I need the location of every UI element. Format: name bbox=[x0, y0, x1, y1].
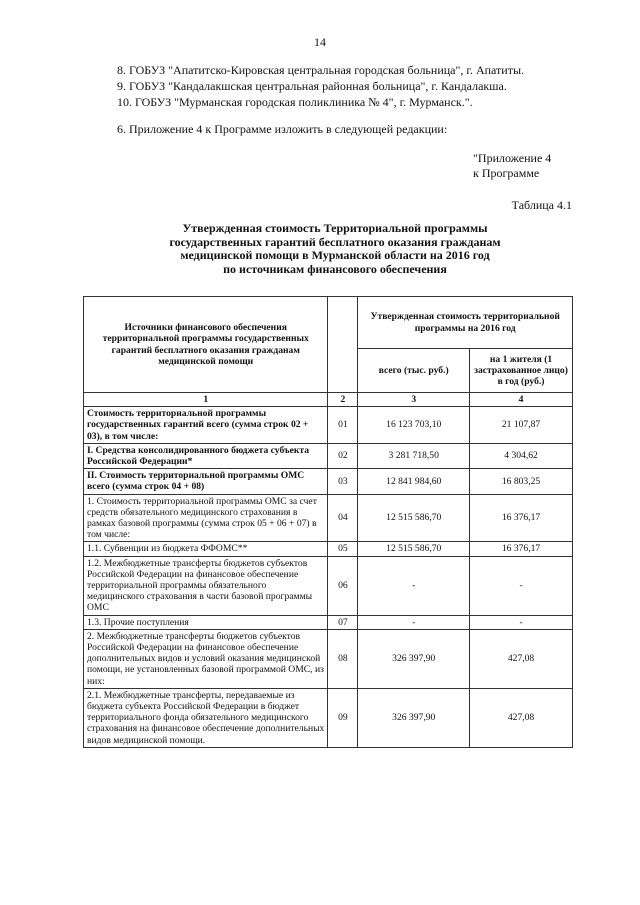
header-code bbox=[328, 297, 358, 393]
row-per-capita: 21 107,87 bbox=[470, 407, 573, 444]
table-row bbox=[84, 494, 573, 542]
row-name: 2. Межбюджетные трансферты бюджетов субъектов Российской Федерации на финансовое обеспечение дополнительных видов и условий оказания медицинской помощи, не установленных базовой программой ОМС, из них: bbox=[84, 629, 328, 688]
row-code: 05 bbox=[328, 542, 358, 556]
row-per-capita: 16 376,17 bbox=[470, 542, 573, 556]
row-total: 12 841 984,60 bbox=[358, 469, 470, 494]
list-item: 10. ГОБУЗ "Мурманская городская поликлиника № 4", г. Мурманск.". bbox=[117, 95, 473, 109]
row-total: 3 281 718,50 bbox=[358, 443, 470, 468]
document-title bbox=[100, 222, 570, 276]
row-name: I. Средства консолидированного бюджета субъекта Российской Федерации* bbox=[84, 443, 328, 468]
row-code: 06 bbox=[328, 556, 358, 615]
title-line: государственных гарантий бесплатного оказания гражданам bbox=[169, 234, 501, 249]
row-total: 12 515 586,70 bbox=[358, 542, 470, 556]
header-cost: Утвержденная стоимость территориальной программы на 2016 год bbox=[358, 297, 573, 349]
table-row bbox=[84, 629, 573, 688]
row-per-capita: 16 376,17 bbox=[470, 494, 573, 542]
row-name: 1. Стоимость территориальной программы ОМС за счет средств обязательного медицинского страхования в рамках базовой программы (сумма строк 05 + 06 + 07) в том числе: bbox=[84, 494, 328, 542]
row-name: 1.3. Прочие поступления bbox=[84, 615, 328, 629]
col-number: 4 bbox=[470, 393, 573, 407]
row-name: Стоимость территориальной программы государственных гарантий всего (сумма строк 02 + 03), в том числе: bbox=[84, 407, 328, 444]
row-per-capita: - bbox=[470, 615, 573, 629]
row-name: 1.2. Межбюджетные трансферты бюджетов субъектов Российской Федерации на финансовое обеспечение территориальной программы обязательного медицинского страхования в части базовой программы ОМС bbox=[84, 556, 328, 615]
row-name: 2.1. Межбюджетные трансферты, передаваемые из бюджета субъекта Российской Федерации в бюджет территориального фонда обязательного медицинского страхования на финансовое обеспечение дополнительных видов медицинской помощи. bbox=[84, 688, 328, 747]
row-total: 12 515 586,70 bbox=[358, 494, 470, 542]
table-row bbox=[84, 556, 573, 615]
row-code: 07 bbox=[328, 615, 358, 629]
appendix-label: "Приложение 4 bbox=[473, 151, 552, 165]
table-row bbox=[84, 443, 573, 468]
table-row bbox=[84, 615, 573, 629]
row-per-capita: 4 304,62 bbox=[470, 443, 573, 468]
row-total: 326 397,90 bbox=[358, 629, 470, 688]
row-code: 08 bbox=[328, 629, 358, 688]
list-item: 8. ГОБУЗ "Апатитско-Кировская центральная городская больница", г. Апатиты. bbox=[117, 63, 525, 77]
row-per-capita: - bbox=[470, 556, 573, 615]
row-total: - bbox=[358, 615, 470, 629]
row-total: - bbox=[358, 556, 470, 615]
row-code: 04 bbox=[328, 494, 358, 542]
table-row bbox=[84, 688, 573, 747]
cost-table bbox=[83, 296, 573, 748]
table-row bbox=[84, 407, 573, 444]
page-number: 14 bbox=[314, 35, 326, 49]
row-name: 1.1. Субвенции из бюджета ФФОМС** bbox=[84, 542, 328, 556]
row-code: 02 bbox=[328, 443, 358, 468]
row-total: 326 397,90 bbox=[358, 688, 470, 747]
row-per-capita: 16 803,25 bbox=[470, 469, 573, 494]
title-line: Утвержденная стоимость Территориальной программы bbox=[182, 221, 488, 235]
header-total: всего (тыс. руб.) bbox=[358, 349, 470, 393]
row-code: 09 bbox=[328, 688, 358, 747]
header-per-capita: на 1 жителя (1 застрахованное лицо) в год (руб.) bbox=[470, 349, 573, 393]
list-item: 9. ГОБУЗ "Кандалакшская центральная районная больница", г. Кандалакша. bbox=[117, 79, 507, 93]
row-per-capita: 427,08 bbox=[470, 629, 573, 688]
row-code: 03 bbox=[328, 469, 358, 494]
col-number: 1 bbox=[84, 393, 328, 407]
header-sources: Источники финансового обеспечения территориальной программы государственных гарантий бесплатного оказания гражданам медицинской помощи bbox=[84, 297, 328, 393]
col-number: 2 bbox=[328, 393, 358, 407]
row-total: 16 123 703,10 bbox=[358, 407, 470, 444]
appendix-program: к Программе bbox=[473, 166, 540, 180]
table-row bbox=[84, 469, 573, 494]
row-per-capita: 427,08 bbox=[470, 688, 573, 747]
title-line: по источникам финансового обеспечения bbox=[223, 261, 447, 276]
paragraph: 6. Приложение 4 к Программе изложить в следующей редакции: bbox=[117, 122, 448, 136]
row-name: II. Стоимость территориальной программы ОМС всего (сумма строк 04 + 08) bbox=[84, 469, 328, 494]
table-label: Таблица 4.1 bbox=[511, 198, 572, 212]
col-number: 3 bbox=[358, 393, 470, 407]
table-row bbox=[84, 542, 573, 556]
row-code: 01 bbox=[328, 407, 358, 444]
title-line: медицинской помощи в Мурманской области на 2016 год bbox=[180, 248, 490, 262]
